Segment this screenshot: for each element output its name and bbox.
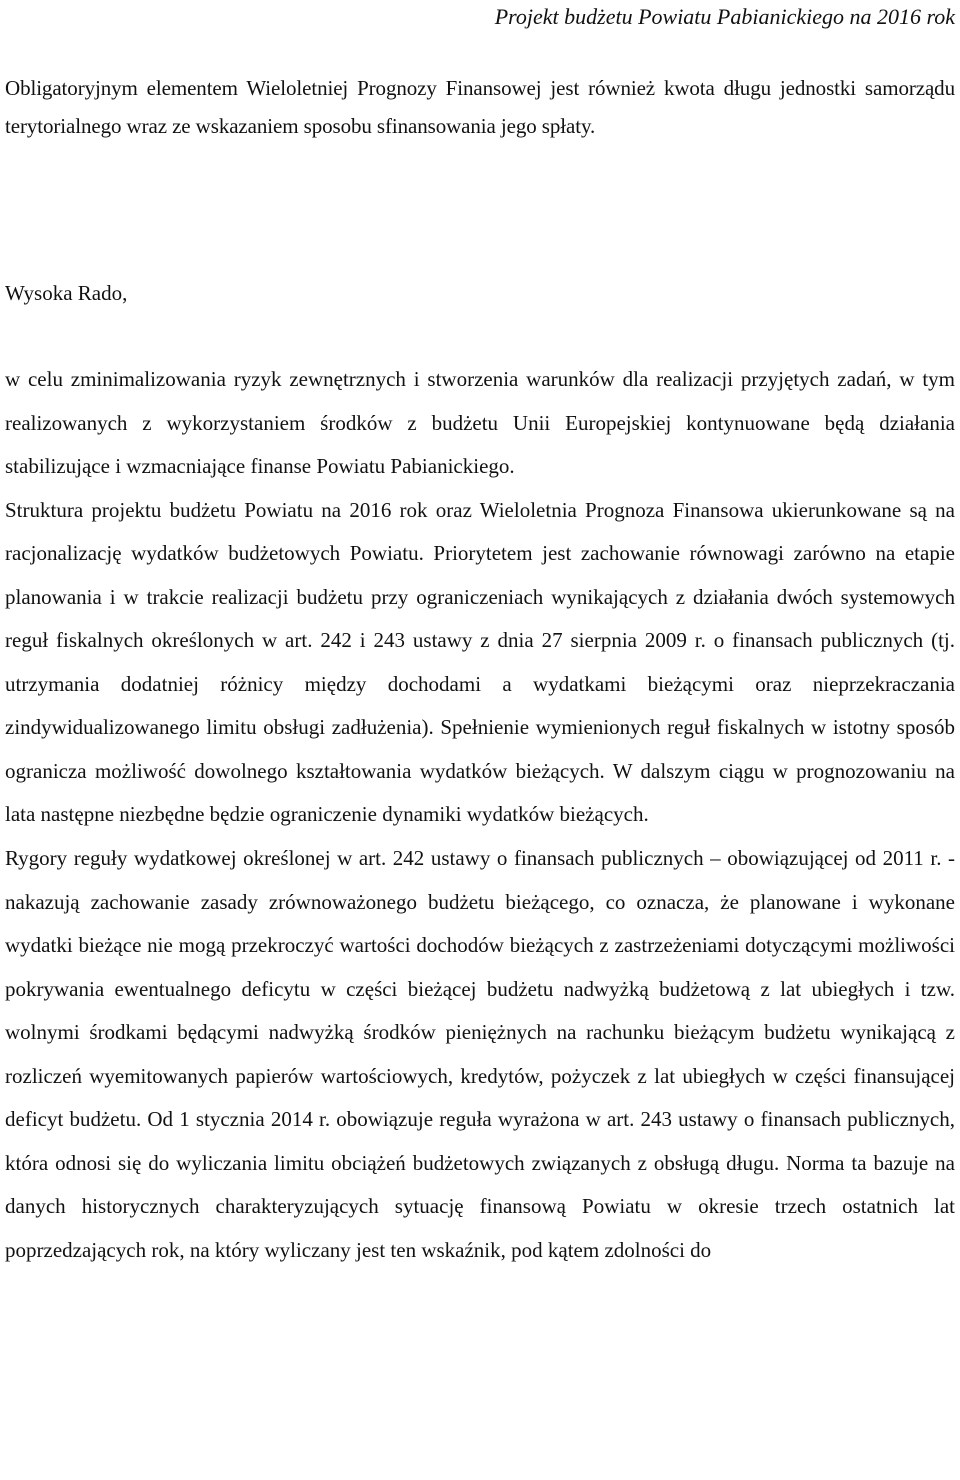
paragraph-budget-structure: Struktura projektu budżetu Powiatu na 2016 rok oraz Wieloletnia Prognoza Finansowa ukierunkowane są na racjonalizację wydatków budżetowych Powiatu. Priorytetem jest zachowanie równowagi zarówno na etapie planowania i w trakcie realizacji budżetu przy ograniczeniach wynikających z działania dwóch systemowych reguł fiskalnych określonych w art. 242 i 243 ustawy z dnia 27 sierpnia 2009 r. o finansach publicznych (tj. utrzymania dodatniej różnicy między dochodami a wydatkami bieżącymi oraz nieprzekraczania zindywidualizowanego limitu obsługi zadłużenia). Spełnienie wymienionych reguł fiskalnych w istotny sposób ogranicza możliwość dowolnego kształtowania wydatków bieżących. W dalszym ciągu w prognozowaniu na lata następne niezbędne będzie ograniczenie dynamiki wydatków bieżących. (5, 497, 955, 827)
paragraph-fiscal-rules: Rygory reguły wydatkowej określonej w art. 242 ustawy o finansach publicznych – obowiązującej od 2011 r. - nakazują zachowanie zasady zrównoważonego budżetu bieżącego, co oznacza, że planowane i wykonane wydatki bieżące nie mogą przekroczyć wartości dochodów bieżących z zastrzeżeniami dotyczącymi możliwości pokrywania ewentualnego deficytu w części bieżącej budżetu nadwyżką budżetową z lat ubiegłych i tzw. wolnymi środkami będącymi nadwyżką środków pieniężnych na rachunku bieżącym budżetu wynikającą z rozliczeń wyemitowanych papierów wartościowych, kredytów, pożyczek z lat ubiegłych w części finansującej deficyt budżetu. Od 1 stycznia 2014 r. obowiązuje reguła wyrażona w art. 243 ustawy o finansach publicznych, która odnosi się do wyliczania limitu obciążeń budżetowych związanych z obsługą długu. Norma ta bazuje na danych historycznych charakteryzujących sytuację finansową Powiatu w okresie trzech ostatnich lat poprzedzających rok, na który wyliczany jest ten wskaźnik, pod kątem zdolności do (5, 846, 955, 1262)
running-header: Projekt budżetu Powiatu Pabianickiego na 2016 rok (494, 4, 955, 29)
paragraph-risk-minimization: w celu zminimalizowania ryzyk zewnętrznych i stworzenia warunków dla realizacji przyjętych zadań, w tym realizowanych z wykorzystaniem środków z budżetu Unii Europejskiej kontynuowane będą działania stabilizujące i wzmacniające finanse Powiatu Pabianickiego. (5, 367, 955, 479)
body-text (5, 358, 955, 1272)
salutation: Wysoka Rado, (5, 281, 128, 305)
intro-paragraph: Obligatoryjnym elementem Wieloletniej Prognozy Finansowej jest również kwota długu jednostki samorządu terytorialnego wraz ze wskazaniem sposobu sfinansowania jego spłaty. (5, 76, 955, 138)
